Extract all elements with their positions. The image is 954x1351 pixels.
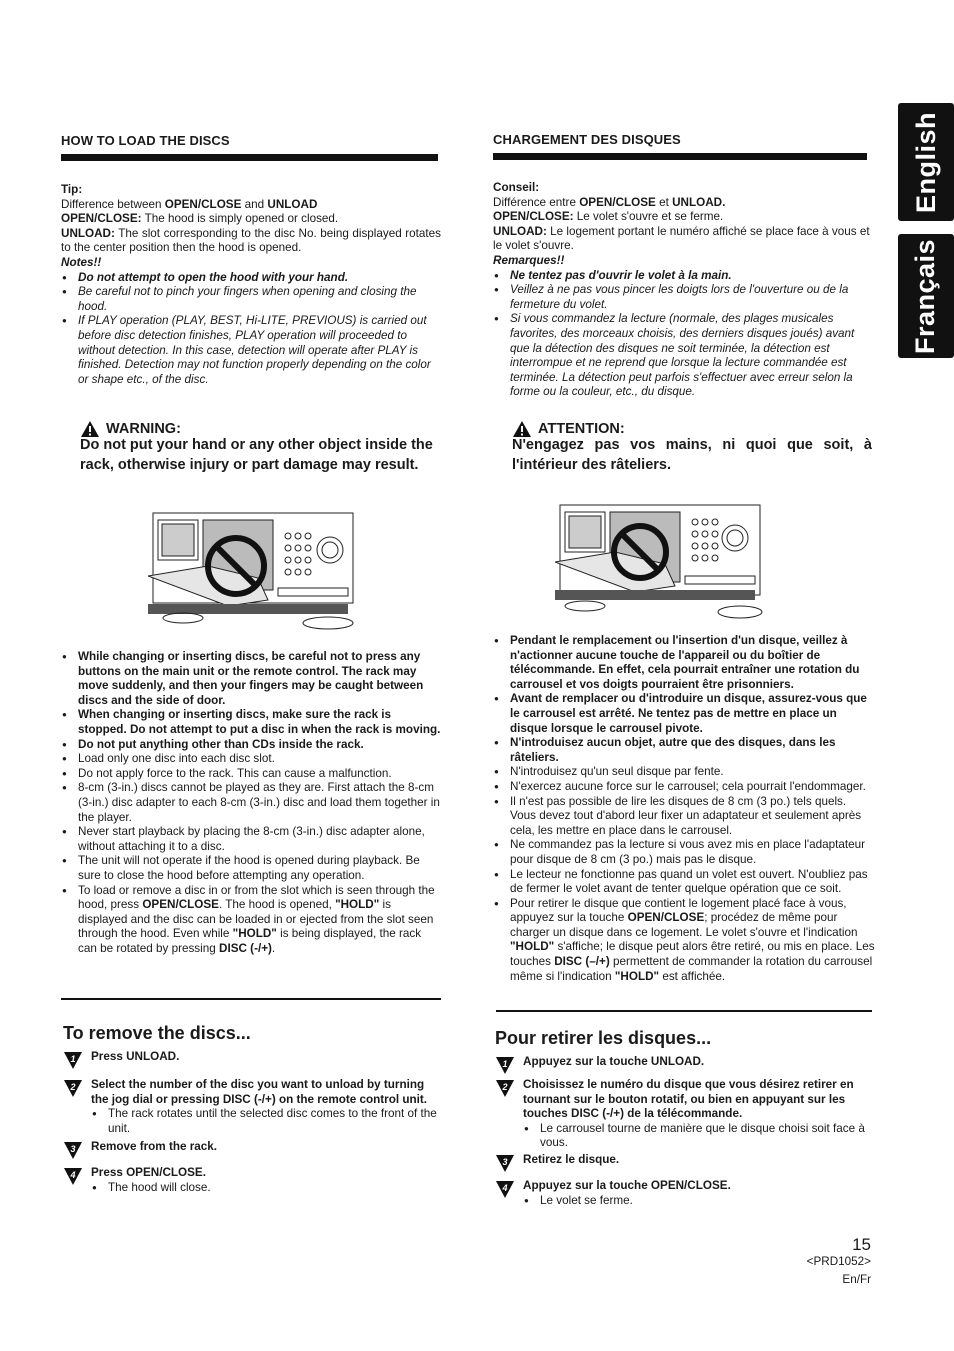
en-notes-list (61, 271, 441, 388)
en-remove-heading: To remove the discs... (63, 1023, 251, 1043)
tab-francais-label: Français (910, 238, 941, 354)
step-3 (63, 1140, 443, 1160)
step-number-2-icon (495, 1078, 515, 1098)
step-1-text: Appuyez sur la touche UNLOAD. (523, 1055, 705, 1068)
list-item: ● Le lecteur ne fonctionne pas quand un volet est ouvert. N'oubliez pas de fermer le volet avant de tenter quelque opération que ce soit. (493, 868, 875, 897)
fr-section-heading: CHARGEMENT DES DISQUES (493, 132, 681, 147)
fr-openclose-line: OPEN/CLOSE: Le volet s'ouvre et se ferme. (493, 210, 724, 224)
page-number: 15 (852, 1235, 871, 1254)
list-item: ● N'introduisez aucun objet, autre que des disques, dans les râteliers. (493, 736, 875, 765)
fr-remove-heading: Pour retirer les disques... (495, 1028, 712, 1048)
tab-francais (898, 234, 954, 358)
en-tip-block (61, 183, 441, 387)
fr-unload-line: UNLOAD: Le logement portant le numéro affiché se place face à vous et le volet s'ouvre. (493, 224, 870, 253)
svg-text:4: 4 (502, 1182, 508, 1193)
list-item: ● Never start playback by placing the 8-cm (3-in.) disc adapter alone, without attaching it to a disc. (61, 825, 441, 854)
en-bullets-block (61, 650, 441, 956)
tab-english-label: English (910, 111, 941, 213)
list-item: ● To load or remove a disc in or from the slot which is seen through the hood, press OPEN/CLOSE. The hood is opened, "HOLD" is displayed and the disc can be loaded in or ejected from the slot seen through the hood. Even while "HOLD" is being displayed, the rack can be rotated by pressing DISC (-/+). (61, 884, 441, 957)
step-2-text: Select the number of the disc you want to unload by turning the jog dial or pressing DISC (-/+) on the remote control unit. (91, 1078, 428, 1106)
step-2 (495, 1078, 875, 1151)
fr-warning-label: ATTENTION: (538, 421, 625, 437)
fr-bullets-block (493, 634, 875, 984)
list-item: ● The rack rotates until the selected disc comes to the front of the unit. (91, 1107, 443, 1136)
list-item: ● The hood will close. (91, 1181, 211, 1196)
step-number-1-icon (495, 1055, 515, 1075)
step-number-2-icon (63, 1078, 83, 1098)
en-tip-line: Difference between OPEN/CLOSE and UNLOAD (61, 197, 318, 211)
step-number-4-icon (63, 1166, 83, 1186)
fr-tip-block (493, 181, 873, 400)
step-4-text: Appuyez sur la touche OPEN/CLOSE. (523, 1178, 731, 1192)
step-1-text: Press UNLOAD. (91, 1050, 180, 1063)
step-3-text: Remove from the rack. (91, 1140, 218, 1154)
list-item: ● Do not put anything other than CDs inside the rack. (61, 738, 441, 753)
step-number-3-icon (495, 1153, 515, 1173)
list-item: ● Do not attempt to open the hood with your hand. (61, 271, 441, 286)
en-unload-line: UNLOAD: The slot corresponding to the disc No. being displayed rotates to the center position then the hood is opened. (61, 226, 441, 255)
step-2-sublist (523, 1122, 875, 1151)
list-item: ● N'exercez aucune force sur le carrousel; cela pourrait l'endommager. (493, 780, 875, 795)
list-item: ● N'introduisez qu'un seul disque par fente. (493, 765, 875, 780)
fr-bullets-list (493, 634, 875, 984)
step-1 (495, 1055, 875, 1075)
list-item: ● Avant de remplacer ou d'introduire un disque, assurez-vous que le carrousel est arrêté. Ne tentez pas de mettre en place un disque lorsque le carrousel pivote. (493, 692, 875, 736)
en-notes-label: Notes!! (61, 255, 102, 269)
list-item: ● While changing or inserting discs, be careful not to press any buttons on the main unit or the remote control. The rack may move suddenly, and then your fingers may be caught between discs and the side of door. (61, 650, 441, 708)
step-2-sublist (91, 1107, 443, 1136)
step-1 (63, 1050, 443, 1070)
fr-illustration-disc-changer (555, 500, 765, 625)
fr-notes-list (493, 269, 873, 400)
fr-tip-line: Différence entre OPEN/CLOSE et UNLOAD. (493, 195, 726, 209)
step-4-sublist (523, 1194, 731, 1209)
fr-heading-rule (493, 153, 867, 160)
svg-text:3: 3 (502, 1156, 508, 1167)
list-item: ● Le carrousel tourne de manière que le disque choisi soit face à vous. (523, 1122, 875, 1151)
step-4-text: Press OPEN/CLOSE. (91, 1166, 206, 1180)
step-4-sublist (91, 1181, 211, 1196)
fr-notes-label: Remarques!! (493, 253, 565, 267)
svg-text:4: 4 (70, 1170, 76, 1181)
en-remove-rule (61, 998, 441, 1000)
en-heading-rule (61, 154, 438, 161)
svg-text:3: 3 (70, 1144, 76, 1155)
step-4 (495, 1179, 875, 1208)
step-4 (63, 1166, 443, 1195)
step-3-text: Retirez le disque. (523, 1152, 620, 1166)
step-2-text: Choisissez le numéro du disque que vous désirez retirer en tournant sur le bouton rotatif, ou bien en appuyant sur les touches DISC (-/+) de la télécommande. (523, 1078, 854, 1121)
list-item: ● Veillez à ne pas vous pincer les doigts lors de l'ouverture ou de la fermeture du volet. (493, 283, 873, 312)
list-item: ● If PLAY operation (PLAY, BEST, Hi-LITE, PREVIOUS) is carried out before disc detection finishes, PLAY operation will proceeded to without detection. In this case, detection will operate after PLAY is finished. Detection may not function properly depending on the color or shape etc., of the disc. (61, 314, 441, 387)
en-tip-label: Tip: (61, 183, 83, 196)
document-code: <PRD1052> (806, 1255, 871, 1268)
en-warning-label: WARNING: (106, 421, 181, 437)
step-number-1-icon (63, 1050, 83, 1070)
tab-english (898, 103, 954, 221)
fr-steps (495, 1055, 875, 1208)
list-item: ● Pour retirer le disque que contient le logement placé face à vous, appuyez sur la touche OPEN/CLOSE; procédez de même pour charger un disque dans ce logement. Le volet s'ouvre et l'indication "HOLD" s'affiche; le disque peut alors être retiré, ou mis en place. Les touches DISC (–/+) permettent de commander la rotation du carrousel même si l'indication "HOLD" est affichée. (493, 897, 875, 985)
svg-text:2: 2 (502, 1082, 508, 1092)
list-item: ● The unit will not operate if the hood is opened during playback. Be sure to close the hood before attempting any operation. (61, 854, 441, 883)
list-item: ● Pendant le remplacement ou l'insertion d'un disque, veillez à n'actionner aucune touche de l'appareil ou du boîtier de télécommande. En effet, cela pourrait entraîner une rotation du carrousel et vos doigts pourraient être prisonniers. (493, 634, 875, 692)
step-number-3-icon (63, 1140, 83, 1160)
en-illustration-disc-changer (148, 508, 358, 633)
list-item: ● Le volet se ferme. (523, 1194, 731, 1209)
step-2 (63, 1078, 443, 1136)
step-3 (495, 1153, 875, 1173)
svg-text:2: 2 (70, 1082, 76, 1092)
list-item: ● Il n'est pas possible de lire les disques de 8 cm (3 po.) tels quels. Vous devez tout d'abord leur fixer un adaptateur et seulement après cela, les mettre en place dans le carrousel. (493, 795, 875, 839)
en-openclose-line: OPEN/CLOSE: The hood is simply opened or closed. (61, 212, 339, 226)
list-item: ● When changing or inserting discs, make sure the rack is stopped. Do not attempt to put a disc in when the rack is moving. (61, 708, 441, 737)
en-section-heading: HOW TO LOAD THE DISCS (61, 133, 230, 148)
fr-remove-rule (496, 1010, 872, 1012)
en-bullets-list (61, 650, 441, 956)
list-item: ● Load only one disc into each disc slot. (61, 752, 441, 767)
step-number-4-icon (495, 1179, 515, 1199)
fr-tip-label: Conseil: (493, 181, 540, 194)
list-item: ● 8-cm (3-in.) discs cannot be played as they are. First attach the 8-cm (3-in.) disc adapter to each 8-cm (3-in.) disc and load them together in the player. (61, 781, 441, 825)
list-item: ● Ne tentez pas d'ouvrir le volet à la main. (493, 269, 873, 284)
fr-warning-body: N'engagez pas vos mains, ni quoi que soit, à l'intérieur des râteliers. (512, 437, 872, 473)
language-code: En/Fr (842, 1273, 871, 1286)
svg-text:1: 1 (70, 1054, 76, 1064)
list-item: ● Do not apply force to the rack. This can cause a malfunction. (61, 767, 441, 782)
list-item: ● Ne commandez pas la lecture si vous avez mis en place l'adaptateur pour disque de 8 cm (3 po.) mais pas le disque. (493, 838, 875, 867)
svg-text:1: 1 (502, 1059, 508, 1069)
en-steps (63, 1050, 443, 1196)
list-item: ● Be careful not to pinch your fingers when opening and closing the hood. (61, 285, 441, 314)
en-warning-body: Do not put your hand or any other object inside the rack, otherwise injury or part damage may result. (80, 437, 433, 473)
list-item: ● Si vous commandez la lecture (normale, des plages musicales favorites, des morceaux choisis, des derniers disques joués) avant que la détection des disques ne soit terminée, la détection est interrompue et ne reprend que lorsque la lecture commandée est terminée. La détection peut parfois s'effectuer avec erreur selon la forme ou la couleur, etc., du disque. (493, 312, 873, 400)
